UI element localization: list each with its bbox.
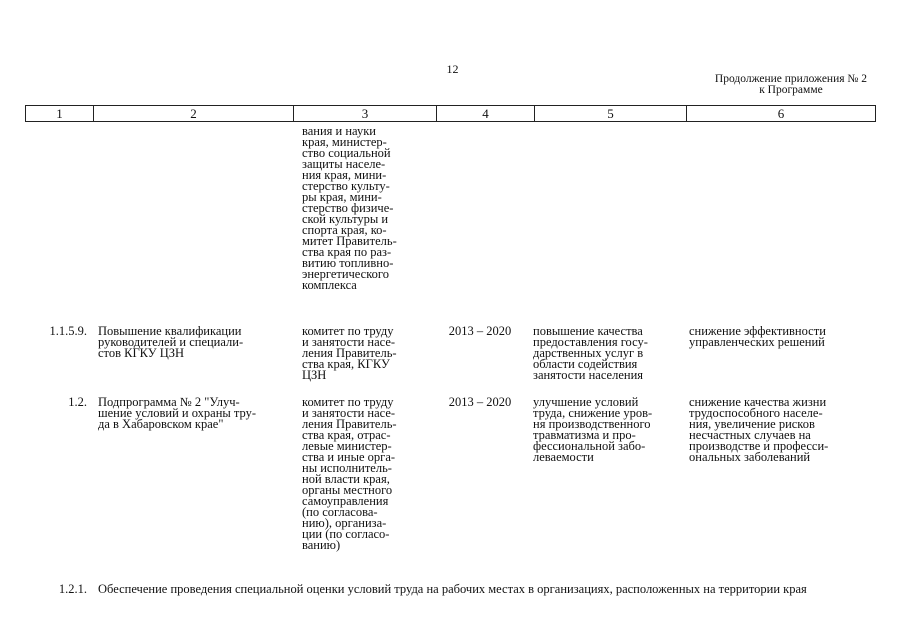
row-number: 1.2. [68, 395, 87, 409]
column-header-3: 3 [293, 106, 436, 121]
row-consequence: снижение эффективности управленческих решений [689, 324, 826, 349]
column-header-1: 1 [56, 106, 63, 121]
row-consequence: снижение качества жизни трудоспособного населе- ния, увеличение рисков несчастных случаев на производстве и професси- ональных заболеваний [689, 395, 829, 464]
row-executors: комитет по труду и занятости насе- ления Правитель- ства края, КГКУ ЦЗН [302, 324, 397, 382]
appendix-caption [715, 74, 867, 96]
row-number: 1.1.5.9. [49, 324, 87, 338]
page-number: 12 [446, 62, 459, 76]
column-header-6: 6 [686, 106, 875, 121]
row-period: 2013 – 2020 [448, 324, 512, 338]
appendix-line-2: к Программе [759, 84, 823, 96]
row-text: Обеспечение проведения специальной оценки условий труда на рабочих местах в организациях, расположенных на территории края [98, 582, 807, 596]
row-name: Повышение квалификации руководителей и специали- стов КГКУ ЦЗН [98, 324, 244, 360]
column-header-5: 5 [534, 106, 686, 121]
row-name: Подпрограмма № 2 "Улуч- шение условий и охраны тру- да в Хабаровском крае" [98, 395, 257, 431]
appendix-line-1: Продолжение приложения № 2 [714, 73, 867, 85]
row-period: 2013 – 2020 [448, 395, 512, 409]
column-header-4: 4 [436, 106, 534, 121]
row-result: повышение качества предоставления госу- дарственных услуг в области содействия занятости населения [533, 324, 648, 382]
row-number: 1.2.1. [58, 582, 87, 596]
row-executors: вания и науки края, министер- ство социальной защиты населе- ния края, мини- стерство культу- ры края, мини- стерство физиче- ской культуры и спорта края, ко- митет Правитель- ства края по раз- витию топливно- энергетического комплекса [302, 124, 397, 292]
table-header-row [25, 105, 876, 122]
row-result: улучшение условий труда, снижение уров- ня производственного травматизма и про- фессиональной забо- леваемости [533, 395, 653, 464]
column-header-2: 2 [93, 106, 293, 121]
row-executors: комитет по труду и занятости насе- ления Правитель- ства края, отрас- левые министер- ства и иные орга- ны исполнитель- ной власти края, органы местного самоуправления (по согласова- нию), организа- ции (по согласо- ванию) [302, 395, 397, 552]
